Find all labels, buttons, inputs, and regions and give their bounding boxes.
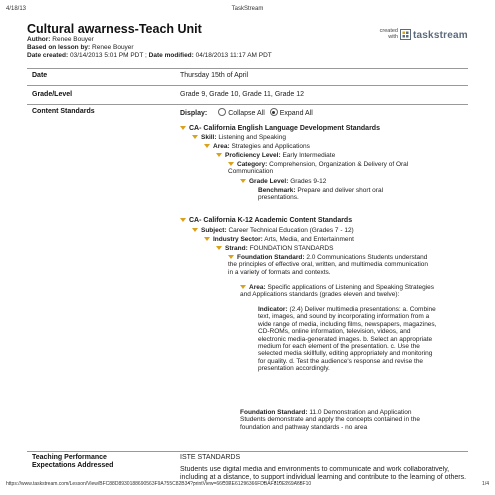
based-on-label: Based on lesson by: (27, 44, 91, 51)
created-with-text: created with (379, 28, 398, 40)
dates-separator: ; (145, 52, 147, 59)
date-label: Date (32, 72, 48, 79)
tree-node-foundation-standard[interactable]: Foundation Standard: 2.0 Communications Students understand the principles of effective oral, written, and multimedia communication in a variety of formats and contexts. (228, 254, 429, 276)
grade-level-value: Grade 9, Grade 10, Grade 11, Grade 12 (180, 91, 305, 98)
expand-triangle-icon[interactable] (216, 246, 222, 250)
expand-triangle-icon[interactable] (216, 153, 222, 157)
display-toggle (180, 108, 313, 118)
print-date: 4/18/13 (6, 6, 27, 12)
date-value: Thursday 15th of April (180, 72, 249, 79)
expand-triangle-icon[interactable] (240, 179, 246, 183)
expand-triangle-icon[interactable] (204, 144, 210, 148)
tpe-text: Students use digital media and environments to communicate and work collaboratively, including at a distance, to support individual learning and contribute to the learning of others. (180, 466, 467, 481)
divider (27, 85, 468, 86)
divider (27, 451, 468, 452)
print-url: https://www.taskstream.com/Lesson/View/BFC88D8930188690563F9A755C82B34?printView=66C0EE61296366FDBAF810E269A68F10 (6, 481, 312, 487)
modified-label: Date modified: (148, 52, 194, 59)
page-number: 1/4 (482, 481, 489, 487)
tree-node-category[interactable]: Category: Comprehension, Organization & Delivery of Oral Communication (228, 161, 409, 176)
tree-node-foundation-standard-2: Foundation Standard: 11.0 Demonstration and Application Students demonstrate and apply the concepts contained in the foundation and pathway standards - no area (240, 409, 420, 431)
grade-level-label: Grade/Level (32, 91, 73, 98)
tree-node-area[interactable]: Area: Strategies and Applications (204, 143, 474, 150)
divider (27, 104, 468, 105)
created-value: 03/14/2013 5:01 PM PDT (70, 52, 144, 59)
collapse-all-label[interactable]: Collapse All (228, 110, 265, 117)
expand-triangle-icon[interactable] (228, 162, 234, 166)
tree-node-industry-sector[interactable]: Industry Sector: Arts, Media, and Entertainment (204, 236, 474, 243)
expand-triangle-icon[interactable] (180, 218, 186, 222)
tree-node-skill[interactable]: Skill: Listening and Speaking (192, 134, 472, 141)
taskstream-mark-icon (400, 29, 411, 40)
expand-triangle-icon[interactable] (228, 255, 234, 259)
print-header (6, 6, 489, 15)
dates-line (27, 52, 468, 60)
divider (27, 68, 468, 69)
tree-node-proficiency[interactable]: Proficiency Level: Early Intermediate (216, 152, 471, 159)
taskstream-logo (376, 24, 468, 48)
document-title: Cultural awarness-Teach Unit (27, 22, 202, 36)
taskstream-wordmark: taskstream (413, 30, 468, 41)
tree-node-area-specific[interactable]: Area: Specific applications of Listening and Speaking Strategies and Applications standards (grades eleven and twelve): (240, 284, 435, 299)
standard-group-ca-eld[interactable]: CA- California English Language Development Standards (180, 125, 470, 132)
standard-group-ca-k12[interactable]: CA- California K-12 Academic Content Standards (180, 217, 470, 224)
tree-node-indicator: Indicator: (2.4) Deliver multimedia presentations: a. Combine text, images, and sound by incorporating information from a wide range of media, including films, newspapers, magazines, CD-ROMs, online information, television, videos, and electronic media-generated images. b. Select an appropriate medium for each element of the presentation. c. Use the selected media skillfully, editing appropriately and monitoring for quality. d. Test the audience's response and revise the presentation accordingly. (258, 306, 437, 373)
author-label: Author: (27, 36, 51, 43)
tree-node-subject[interactable]: Subject: Career Technical Education (Grades 7 - 12) (192, 227, 472, 234)
display-label: Display: (180, 110, 208, 117)
expand-all-radio[interactable] (270, 108, 278, 116)
print-footer (6, 481, 489, 490)
tree-node-grade-level[interactable]: Grade Level: Grades 9-12 (240, 178, 470, 185)
tpe-label: Teaching Performance Expectations Addressed (32, 454, 114, 469)
modified-value: 04/18/2013 11:17 AM PDT (195, 52, 272, 59)
expand-triangle-icon[interactable] (240, 285, 246, 289)
tpe-heading: ISTE STANDARDS (180, 454, 241, 461)
expand-triangle-icon[interactable] (204, 237, 210, 241)
collapse-all-radio[interactable] (218, 108, 226, 116)
based-on-value: Renee Bouyer (92, 44, 134, 51)
author-value: Renee Bouyer (52, 36, 94, 43)
tree-node-strand[interactable]: Strand: FOUNDATION STANDARDS (216, 245, 471, 252)
expand-triangle-icon[interactable] (192, 228, 198, 232)
tree-node-benchmark: Benchmark: Prepare and deliver short oral presentations. (258, 187, 384, 202)
content-standards-label: Content Standards (32, 108, 95, 115)
created-label: Date created: (27, 52, 69, 59)
expand-all-label[interactable]: Expand All (279, 110, 313, 117)
print-title: TaskStream (231, 6, 264, 12)
expand-triangle-icon[interactable] (192, 135, 198, 139)
expand-triangle-icon[interactable] (180, 126, 186, 130)
